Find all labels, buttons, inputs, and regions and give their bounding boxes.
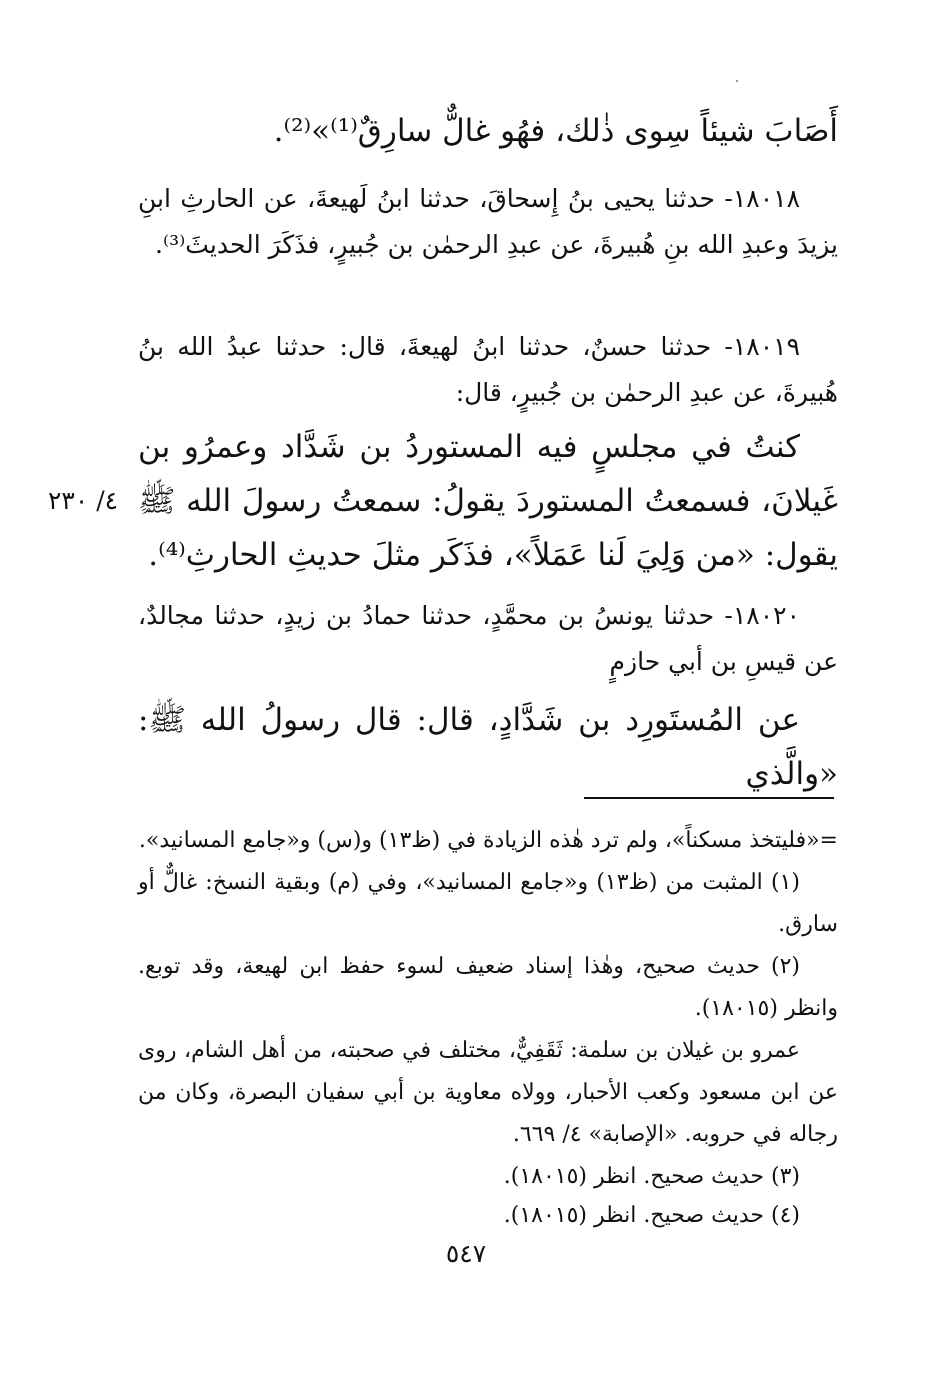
footnote-4: (٤) حديث صحيح. انظر (١٨٠١٥). — [503, 1203, 800, 1228]
hadith-18020-isnad: ١٨٠٢٠- حدثنا يونسُ بن محمَّدٍ، حدثنا حمادُ بن زيدٍ، حدثنا مجالدٌ، عن قيسِ بن أبي حازمٍ — [138, 601, 838, 676]
hadith-18019-matn: كنتُ في مجلسٍ فيه المستوردُ بن شَدَّاد وعمرُو بن غَيلانَ، فسمعتُ المستوردَ يقولُ: سمعتُ رسولَ الله ﷺ يقول: «من وَلِيَ لَنا عَمَلاً»، فذَكَر مثلَ حديثِ الحارثِ⁽⁴⁾. — [138, 429, 838, 573]
footnote-3: (٣) حديث صحيح. انظر (١٨٠١٥). — [503, 1164, 800, 1189]
footnote-2: (٢) حديث صحيح، وهٰذا إسناد ضعيف لسوء حفظ ابن لهيعة، وقد توبع. وانظر (١٨٠١٥). — [138, 954, 838, 1021]
footnote-separator — [584, 797, 834, 799]
hadith-18019-isnad: ١٨٠١٩- حدثنا حسنٌ، حدثنا ابنُ لهيعةَ، قال: حدثنا عبدُ الله بنُ هُبيرةَ، عن عبدِ الرحمٰن بن جُبيرٍ، قال: — [138, 332, 838, 407]
footnote-continuation: =«فليتخذ مسكناً»، ولم ترد هٰذه الزيادة في (ظ١٣) و(س) و«جامع المسانيد». — [138, 828, 838, 853]
footnote-1: (١) المثبت من (ظ١٣) و«جامع المسانيد»، وفي (م) وبقية النسخ: غالٌّ أو سارق. — [138, 870, 838, 937]
margin-volume-page-reference: ٤/ ٢٣٠ — [48, 486, 119, 515]
hadith-18018: ١٨٠١٨- حدثنا يحيى بنُ إِسحاقَ، حدثنا ابنُ لَهيعةَ، عن الحارثِ ابنِ يزيدَ وعبدِ الله بنِ هُبيرةَ، عن عبدِ الرحمٰن بن جُبيرٍ، فذَكَرَ الحديثَ⁽³⁾. — [138, 184, 838, 259]
paragraph-continuation: أَصَابَ شيئاً سِوى ذٰلك، فهُو غالٌّ سارِقٌ⁽¹⁾»⁽²⁾. — [273, 113, 838, 149]
footnote-2-biography: عمرو بن غيلان بن سلمة: ثَقَفِيٌّ، مختلف في صحبته، من أهل الشام، روى عن ابن مسعود وكعب الأحبار، وولاه معاوية بن أبي سفيان البصرة، وكان من رجاله في حروبه. «الإصابة» ٤/ ٦٦٩. — [138, 1038, 838, 1147]
scan-mark — [736, 80, 738, 82]
page-number: ٥٤٧ — [445, 1239, 487, 1268]
hadith-18020-matn: عن المُستَورِد بن شَدَّادٍ، قال: قال رسولُ الله ﷺ: «والَّذي — [138, 702, 838, 792]
